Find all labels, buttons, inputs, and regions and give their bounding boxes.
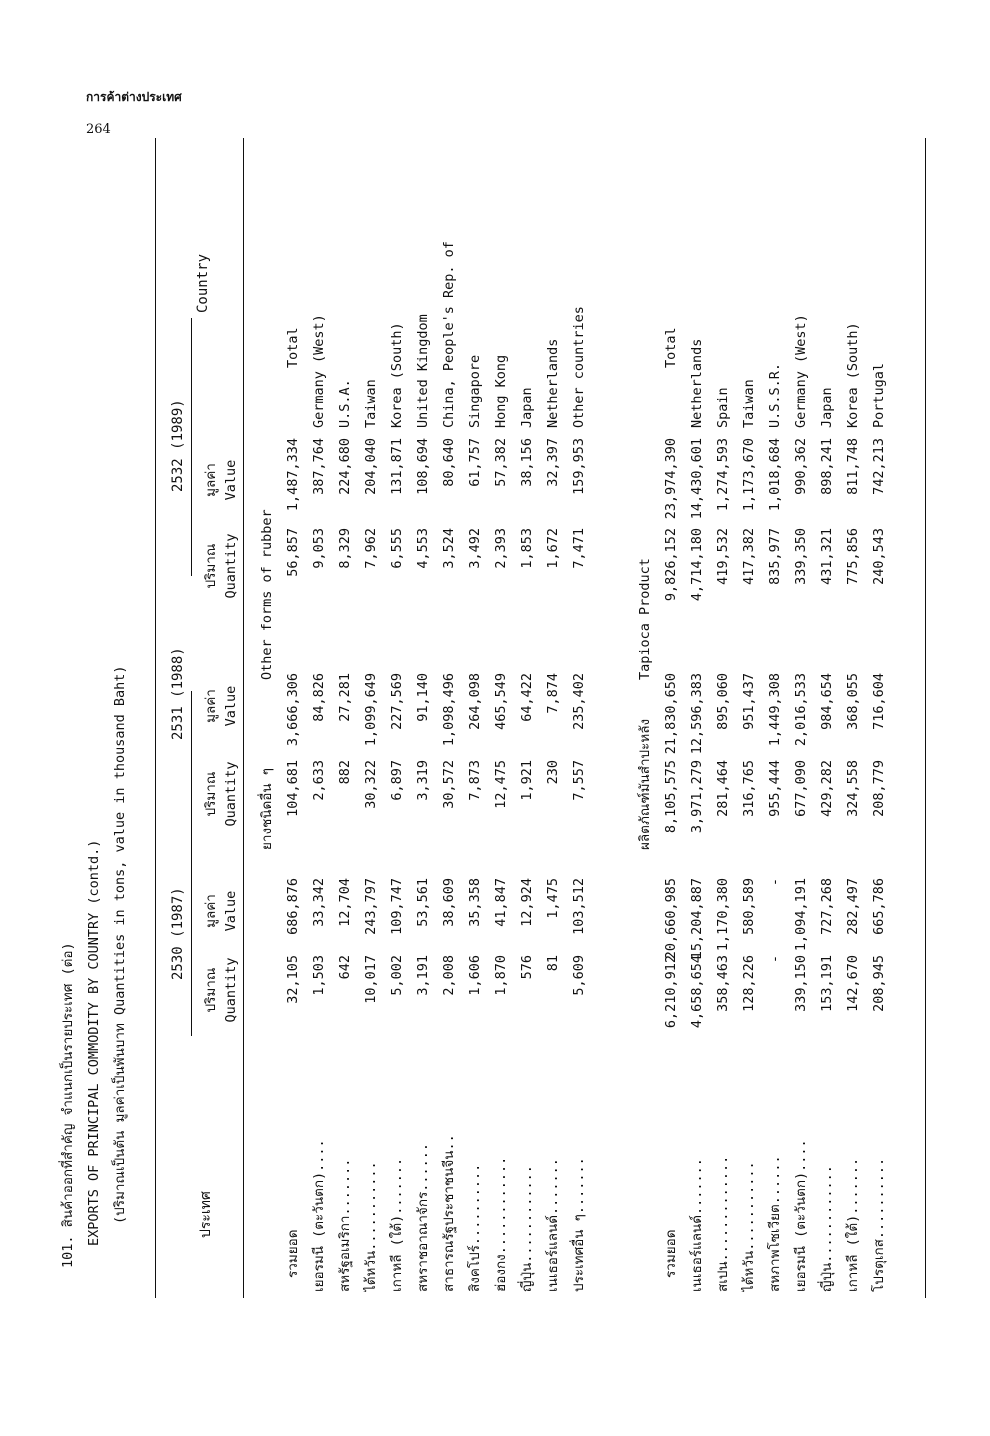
country-name-thai: เนเธอร์แลนด์....... (545, 1158, 561, 1292)
country-name-thai: รวมยอด (663, 1229, 679, 1278)
value-cell: 465,549 (493, 673, 509, 730)
country-name-thai: โปรตุเกส.......... (871, 1157, 887, 1292)
table-row (541, 138, 565, 1298)
value-cell: 3,666,306 (285, 673, 301, 747)
value-cell: 7,557 (571, 760, 587, 801)
country-name-english: Total (285, 327, 301, 368)
value-cell: 1,606 (467, 955, 483, 996)
table-row (659, 138, 683, 1298)
value-cell: 324,558 (845, 760, 861, 817)
country-name-thai: ไต้หวัน........... (741, 1161, 757, 1292)
running-header: การค้าต่างประเทศ (86, 90, 182, 104)
value-cell: 20,660,985 (663, 878, 679, 960)
table-row (463, 138, 487, 1298)
value-cell: 6,897 (389, 760, 405, 801)
value-cell: 1,098,496 (441, 673, 457, 747)
value-cell: 3,492 (467, 528, 483, 569)
table-title-thai: 101. สินค้าออกที่สำคัญ จำแนกเป็นรายประเทศ (ต่อ) (60, 942, 76, 1268)
table-row (385, 138, 409, 1298)
value-cell: 12,596,383 (689, 673, 705, 755)
value-cell: 1,099,649 (363, 673, 379, 747)
country-name-english: Total (663, 327, 679, 368)
value-cell: 1,274,593 (715, 438, 731, 512)
table-row (789, 138, 813, 1298)
section-title-thai: ผลิตภัณฑ์มันสำปะหลัง (637, 718, 653, 850)
section-title-english: Other forms of rubber (259, 509, 275, 680)
section-title-thai: ยางชนิดอื่น ๆ (259, 768, 275, 850)
value-cell: 264,098 (467, 673, 483, 730)
value-cell: 7,962 (363, 528, 379, 569)
value-cell: 3,319 (415, 760, 431, 801)
header-year-1987: 2530 (1987) (170, 887, 186, 980)
value-cell: 230 (545, 760, 561, 785)
value-cell: 339,150 (793, 955, 809, 1012)
table-row (359, 138, 383, 1298)
value-cell: 35,358 (467, 878, 483, 927)
value-cell: 990,362 (793, 438, 809, 495)
value-cell: 6,555 (389, 528, 405, 569)
value-cell: 204,040 (363, 438, 379, 495)
table-row (411, 138, 435, 1298)
value-cell: - (767, 878, 783, 887)
header-country-english: Country (195, 253, 211, 313)
country-name-thai: เกาหลี (ใต้)....... (845, 1157, 861, 1292)
value-cell: 4,553 (415, 528, 431, 569)
value-cell: 3,524 (441, 528, 457, 569)
value-cell: 429,282 (819, 760, 835, 817)
country-name-thai: สหภาพโซเวียต...... (767, 1155, 783, 1292)
value-cell: 2,016,533 (793, 673, 809, 747)
country-name-english: Portugal (871, 362, 887, 428)
value-cell: 61,757 (467, 438, 483, 487)
value-cell: 128,226 (741, 955, 757, 1012)
section-title-row (633, 138, 657, 1298)
country-name-thai: ฮ่องกง............ (493, 1156, 509, 1292)
value-cell: 21,830,650 (663, 673, 679, 755)
table-row (737, 138, 761, 1298)
table-row (815, 138, 839, 1298)
value-cell: 243,797 (363, 878, 379, 935)
country-name-english: Other countries (571, 306, 587, 428)
country-name-english: Korea (South) (845, 322, 861, 428)
country-name-thai: เยอรมนี (ตะวันตก).... (793, 1139, 809, 1292)
value-cell: 131,871 (389, 438, 405, 495)
table-row (711, 138, 735, 1298)
value-cell: 4,658,654 (689, 955, 705, 1029)
value-cell: 281,464 (715, 760, 731, 817)
value-cell: 716,604 (871, 673, 887, 730)
value-cell: 898,241 (819, 438, 835, 495)
table-row (333, 138, 357, 1298)
country-name-english: Netherlands (545, 338, 561, 428)
country-name-english: Singapore (467, 354, 483, 428)
country-name-thai: เนเธอร์แลนด์....... (689, 1158, 705, 1292)
country-name-thai: เยอรมนี (ตะวันตก).... (311, 1139, 327, 1292)
country-name-thai: ญี่ปุ่น............ (819, 1165, 835, 1292)
value-cell: 84,826 (311, 673, 327, 722)
year-1987-rule (191, 691, 192, 1036)
value-cell: 12,704 (337, 878, 353, 927)
rotated-table-page (55, 138, 935, 1298)
value-cell: 580,589 (741, 878, 757, 935)
value-cell: 2,393 (493, 528, 509, 569)
value-cell: 1,018,684 (767, 438, 783, 512)
table-row (307, 138, 331, 1298)
value-cell: 1,170,380 (715, 878, 731, 952)
value-cell: 30,322 (363, 760, 379, 809)
value-cell: 984,654 (819, 673, 835, 730)
value-cell: 282,497 (845, 878, 861, 935)
value-cell: 1,449,308 (767, 673, 783, 747)
value-cell: 358,463 (715, 955, 731, 1012)
value-cell: 431,321 (819, 528, 835, 585)
value-cell: 417,382 (741, 528, 757, 585)
value-cell: 80,640 (441, 438, 457, 487)
country-name-thai: ญี่ปุ่น............ (519, 1165, 535, 1292)
header-year-1989: 2532 (1989) (170, 399, 186, 492)
value-cell: 882 (337, 760, 353, 785)
value-cell: 368,055 (845, 673, 861, 730)
country-name-thai: เกาหลี (ใต้)....... (389, 1157, 405, 1292)
country-name-thai: ไต้หวัน........... (363, 1161, 379, 1292)
country-name-english: Germany (West) (793, 314, 809, 428)
value-cell: 316,765 (741, 760, 757, 817)
table-row (515, 138, 539, 1298)
value-cell: 240,543 (871, 528, 887, 585)
value-cell: 1,870 (493, 955, 509, 996)
value-cell: 2,008 (441, 955, 457, 996)
table-title-block (55, 168, 133, 1268)
value-cell: 227,569 (389, 673, 405, 730)
value-cell: 7,873 (467, 760, 483, 801)
country-name-english: Netherlands (689, 338, 705, 428)
value-cell: 1,094,191 (793, 878, 809, 952)
value-cell: 10,017 (363, 955, 379, 1004)
country-name-english: Taiwan (741, 379, 757, 428)
table-row (489, 138, 513, 1298)
value-cell: 576 (519, 955, 535, 980)
value-cell: 33,342 (311, 878, 327, 927)
country-name-english: Korea (South) (389, 322, 405, 428)
value-cell: 32,397 (545, 438, 561, 487)
value-cell: 142,670 (845, 955, 861, 1012)
value-cell: 811,748 (845, 438, 861, 495)
value-cell: 53,561 (415, 878, 431, 927)
country-name-english: Taiwan (363, 379, 379, 428)
value-cell: 686,876 (285, 878, 301, 935)
table-title-english: EXPORTS OF PRINCIPAL COMMODITY BY COUNTRY (contd.) (86, 839, 102, 1246)
value-cell: 1,921 (519, 760, 535, 801)
value-cell: 159,953 (571, 438, 587, 495)
value-cell: - (767, 955, 783, 964)
value-cell: 208,945 (871, 955, 887, 1012)
country-name-thai: สาธารณรัฐประชาชนจีน.. (441, 1134, 457, 1292)
subheader-qty-1989: ปริมาณ Quantity (203, 533, 239, 599)
value-cell: 339,350 (793, 528, 809, 585)
value-cell: 1,853 (519, 528, 535, 569)
subheader-val-1989: มูลค่า Value (203, 459, 239, 501)
value-cell: 6,210,912 (663, 955, 679, 1029)
country-name-thai: ประเทศอื่น ๆ....... (571, 1157, 587, 1292)
value-cell: 7,874 (545, 673, 561, 714)
value-cell: 30,572 (441, 760, 457, 809)
subheader-val-1987: มูลค่า Value (203, 890, 239, 932)
country-name-english: Japan (819, 387, 835, 428)
value-cell: 3,971,279 (689, 760, 705, 834)
value-cell: 642 (337, 955, 353, 980)
value-cell: 27,281 (337, 673, 353, 722)
country-name-english: China, People's Rep. of (441, 241, 457, 428)
value-cell: 15,204,887 (689, 878, 705, 960)
table-row (685, 138, 709, 1298)
value-cell: 109,747 (389, 878, 405, 935)
value-cell: 387,764 (311, 438, 327, 495)
value-cell: 5,002 (389, 955, 405, 996)
value-cell: 1,173,670 (741, 438, 757, 512)
country-name-english: U.S.A. (337, 379, 353, 428)
country-name-english: Hong Kong (493, 354, 509, 428)
value-cell: 103,512 (571, 878, 587, 935)
value-cell: 57,382 (493, 438, 509, 487)
value-cell: 9,826,152 (663, 528, 679, 602)
country-name-thai: สิงคโปร์.......... (467, 1163, 483, 1292)
header-year-1988: 2531 (1988) (170, 647, 186, 740)
value-cell: 955,444 (767, 760, 783, 817)
table-row (867, 138, 891, 1298)
table-units-note: (ปริมาณเป็นตัน มูลค่าเป็นพันบาท Quantities in tons, value in thousand Baht) (112, 665, 128, 1224)
value-cell: 38,609 (441, 878, 457, 927)
country-name-english: United Kingdom (415, 314, 431, 428)
value-cell: 14,430,601 (689, 438, 705, 520)
value-cell: 1,503 (311, 955, 327, 996)
value-cell: 835,977 (767, 528, 783, 585)
table-row (567, 138, 591, 1298)
header-bottom-rule (243, 138, 244, 1298)
value-cell: 1,672 (545, 528, 561, 569)
value-cell: 5,609 (571, 955, 587, 996)
country-name-english: Japan (519, 387, 535, 428)
value-cell: 775,856 (845, 528, 861, 585)
value-cell: 742,213 (871, 438, 887, 495)
table-top-rule (155, 138, 156, 1298)
value-cell: 3,191 (415, 955, 431, 996)
table-row (763, 138, 787, 1298)
value-cell: 727,268 (819, 878, 835, 935)
value-cell: 1,475 (545, 878, 561, 919)
section-title-english: Tapioca Product (637, 558, 653, 680)
value-cell: 41,847 (493, 878, 509, 927)
value-cell: 208,779 (871, 760, 887, 817)
value-cell: 7,471 (571, 528, 587, 569)
year-1989-rule (191, 318, 192, 576)
subheader-qty-1988: ปริมาณ Quantity (203, 761, 239, 827)
value-cell: 8,329 (337, 528, 353, 569)
country-name-thai: สหรัฐอเมริกา....... (337, 1158, 353, 1292)
value-cell: 2,633 (311, 760, 327, 801)
value-cell: 108,694 (415, 438, 431, 495)
table-bottom-rule (925, 138, 926, 1298)
subheader-val-1988: มูลค่า Value (203, 685, 239, 727)
table-row (437, 138, 461, 1298)
value-cell: 12,475 (493, 760, 509, 809)
value-cell: 677,090 (793, 760, 809, 817)
value-cell: 224,680 (337, 438, 353, 495)
value-cell: 81 (545, 955, 561, 972)
value-cell: 38,156 (519, 438, 535, 487)
value-cell: 665,786 (871, 878, 887, 935)
value-cell: 4,714,180 (689, 528, 705, 602)
value-cell: 91,140 (415, 673, 431, 722)
value-cell: 12,924 (519, 878, 535, 927)
value-cell: 153,191 (819, 955, 835, 1012)
value-cell: 104,681 (285, 760, 301, 817)
country-name-thai: รวมยอด (285, 1229, 301, 1278)
value-cell: 56,857 (285, 528, 301, 577)
value-cell: 64,422 (519, 673, 535, 722)
subheader-qty-1987: ปริมาณ Quantity (203, 957, 239, 1023)
page-number: 264 (86, 122, 111, 137)
value-cell: 951,437 (741, 673, 757, 730)
value-cell: 895,060 (715, 673, 731, 730)
value-cell: 235,402 (571, 673, 587, 730)
country-name-english: Spain (715, 387, 731, 428)
country-name-english: U.S.S.R. (767, 362, 783, 428)
header-country-thai: ประเทศ (198, 1191, 214, 1238)
value-cell: 1,487,334 (285, 438, 301, 512)
country-name-thai: สหราชอาณาจักร...... (415, 1142, 431, 1292)
country-name-thai: สเปน............. (715, 1155, 731, 1292)
value-cell: 9,053 (311, 528, 327, 569)
value-cell: 23,974,390 (663, 438, 679, 520)
value-cell: 32,105 (285, 955, 301, 1004)
value-cell: 8,105,575 (663, 760, 679, 834)
table-row (281, 138, 305, 1298)
country-name-english: Germany (West) (311, 314, 327, 428)
value-cell: 419,532 (715, 528, 731, 585)
table-row (841, 138, 865, 1298)
section-title-row (255, 138, 279, 1298)
